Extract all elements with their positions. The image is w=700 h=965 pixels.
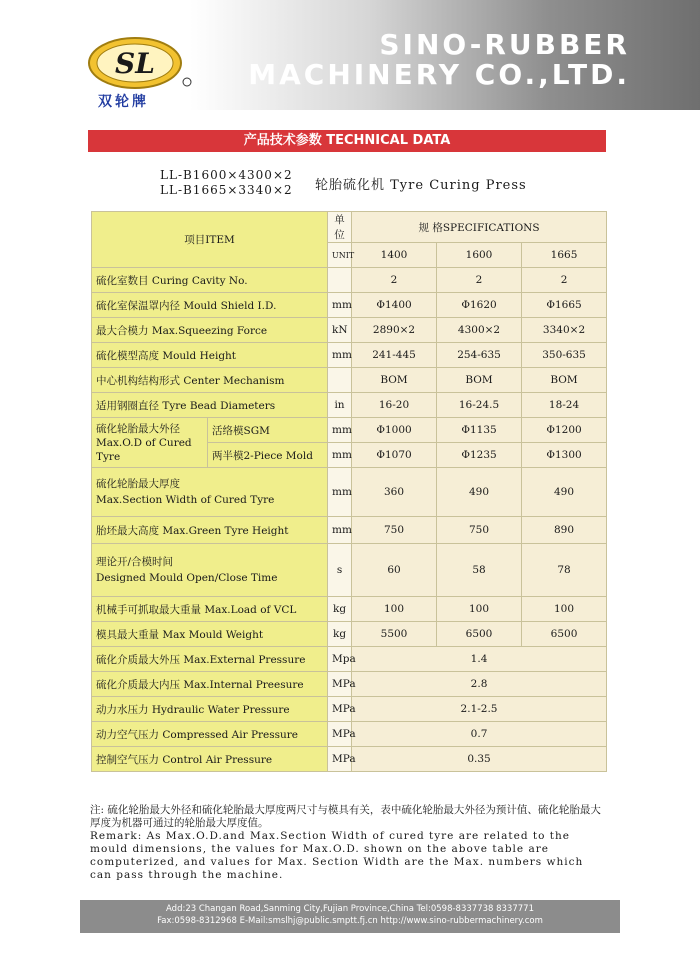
row-value: 2 [437,268,522,293]
remark-note [90,804,608,882]
od-label [92,418,208,468]
row-label: 最大合模力 Max.Squeezing Force [92,318,328,343]
row-unit: mm [328,418,352,443]
spec-table [91,211,607,772]
row-value: 2 [352,268,437,293]
row-label: 硫化介质最大外压 Max.External Pressure [92,647,328,672]
row-unit: kN [328,318,352,343]
row-unit: Mpa [328,647,352,672]
row-unit: mm [328,468,352,517]
table-row [92,544,607,597]
table-row [92,697,607,722]
table-row [92,368,607,393]
table-row [92,517,607,544]
row-value: 350-635 [522,343,607,368]
section-width-label-cn: 硫化轮胎最大厚度 [96,478,180,490]
spec-header: 规 格SPECIFICATIONS [352,212,607,243]
row-value: 18-24 [522,393,607,418]
row-value: 2.1-2.5 [352,697,607,722]
size-header: 1665 [522,243,607,268]
company-name-line2: MACHINERY CO.,LTD. [248,58,630,91]
od-label-en: Max.O.D of Cured Tyre [96,436,192,463]
table-row [92,343,607,368]
section-width-label [92,468,328,517]
page-header [0,0,700,115]
model-number: LL-B1665×3340×2 [160,183,293,197]
row-label: 硫化室数目 Curing Cavity No. [92,268,328,293]
row-value: Φ1665 [522,293,607,318]
open-close-label [92,544,328,597]
page-footer [80,900,620,933]
row-value: 2.8 [352,672,607,697]
row-unit: MPa [328,747,352,772]
row-value: 254-635 [437,343,522,368]
footer-contact: Fax:0598-8312968 E-Mail:smslhj@public.smptt.fj.cn http://www.sino-rubbermachinery.com [157,916,543,926]
row-value: 890 [522,517,607,544]
row-value: 241-445 [352,343,437,368]
row-value: 4300×2 [437,318,522,343]
row-unit: kg [328,622,352,647]
table-row [92,647,607,672]
row-label: 适用钢圈直径 Tyre Bead Diameters [92,393,328,418]
row-label: 胎坯最大高度 Max.Green Tyre Height [92,517,328,544]
size-header: 1600 [437,243,522,268]
row-value: Φ1135 [437,418,522,443]
row-value: 0.35 [352,747,607,772]
row-unit: in [328,393,352,418]
row-value: 0.7 [352,722,607,747]
remark-en: Remark: As Max.O.D.and Max.Section Width of cured tyre are related to the mould dimensions, the values for Max.O.D. shown on the above table are computerized, and values for Max. Section Width are the Max. numbers which can pass through the machine. [90,830,584,881]
row-unit [328,368,352,393]
row-label: 动力水压力 Hydraulic Water Pressure [92,697,328,722]
row-unit: MPa [328,672,352,697]
row-value: 16-24.5 [437,393,522,418]
unit-header: 单位 [328,212,352,243]
svg-text:SL: SL [115,47,155,80]
row-label: 动力空气压力 Compressed Air Pressure [92,722,328,747]
row-value: BOM [522,368,607,393]
row-value: 6500 [437,622,522,647]
table-row [92,418,607,443]
row-value: 490 [437,468,522,517]
row-unit: mm [328,443,352,468]
table-row [92,268,607,293]
table-header-row [92,212,607,243]
row-unit: mm [328,293,352,318]
row-label: 机械手可抓取最大重量 Max.Load of VCL [92,597,328,622]
table-row [92,722,607,747]
od-sub-label: 两半模2-Piece Mold [208,443,328,468]
row-value: 58 [437,544,522,597]
table-row [92,393,607,418]
section-width-label-en: Max.Section Width of Cured Tyre [96,494,275,506]
open-close-label-cn: 理论开/合模时间 [96,556,174,568]
row-value: BOM [352,368,437,393]
od-sub-label: 活络模SGM [208,418,328,443]
row-label: 硫化介质最大内压 Max.Internal Preesure [92,672,328,697]
row-unit: MPa [328,722,352,747]
row-unit: kg [328,597,352,622]
row-value: 750 [352,517,437,544]
row-unit: mm [328,343,352,368]
brand-name: 双轮牌 [98,94,149,110]
table-row [92,597,607,622]
row-unit: MPa [328,697,352,722]
row-label: 控制空气压力 Control Air Pressure [92,747,328,772]
row-label: 硫化模型高度 Mould Height [92,343,328,368]
row-value: 100 [352,597,437,622]
row-value: Φ1070 [352,443,437,468]
row-label: 模具最大重量 Max Mould Weight [92,622,328,647]
table-row [92,293,607,318]
row-unit: mm [328,517,352,544]
row-value: 78 [522,544,607,597]
row-value: 1.4 [352,647,607,672]
row-value: 750 [437,517,522,544]
row-value: Φ1200 [522,418,607,443]
row-value: Φ1300 [522,443,607,468]
row-unit [328,268,352,293]
size-header: 1400 [352,243,437,268]
row-value: 6500 [522,622,607,647]
row-value: 490 [522,468,607,517]
company-name [248,30,630,90]
section-title: 产品技术参数 TECHNICAL DATA [88,130,606,152]
company-name-line1: SINO-RUBBER [379,28,630,61]
model-number: LL-B1600×4300×2 [160,168,293,182]
open-close-label-en: Designed Mould Open/Close Time [96,572,278,584]
row-value: Φ1400 [352,293,437,318]
remark-cn: 注: 硫化轮胎最大外径和硫化轮胎最大厚度两尺寸与模具有关，表中硫化轮胎最大外径为预计值、硫化轮胎最大厚度为机器可通过的轮胎最大厚度值。 [90,804,601,829]
table-row [92,468,607,517]
item-header: 项目ITEM [92,212,328,268]
row-value: Φ1620 [437,293,522,318]
row-unit: s [328,544,352,597]
row-label: 硫化室保温罩内径 Mould Shield I.D. [92,293,328,318]
table-row [92,747,607,772]
row-value: 100 [522,597,607,622]
footer-address: Add:23 Changan Road,Sanming City,Fujian Province,China Tel:0598-8337738 8337771 [166,904,534,914]
row-value: 16-20 [352,393,437,418]
unit-header-en: UNIT [328,243,352,268]
row-value: Φ1235 [437,443,522,468]
row-value: 5500 [352,622,437,647]
product-title: 轮胎硫化机 Tyre Curing Press [315,178,527,193]
row-value: 100 [437,597,522,622]
row-value: 3340×2 [522,318,607,343]
table-row [92,622,607,647]
od-label-cn: 硫化轮胎最大外径 [96,422,180,435]
row-value: Φ1000 [352,418,437,443]
row-value: 2890×2 [352,318,437,343]
model-numbers [160,168,293,198]
table-row [92,318,607,343]
row-value: 2 [522,268,607,293]
table-row [92,672,607,697]
row-label: 中心机构结构形式 Center Mechanism [92,368,328,393]
row-value: BOM [437,368,522,393]
row-value: 60 [352,544,437,597]
row-value: 360 [352,468,437,517]
company-logo [85,36,195,92]
